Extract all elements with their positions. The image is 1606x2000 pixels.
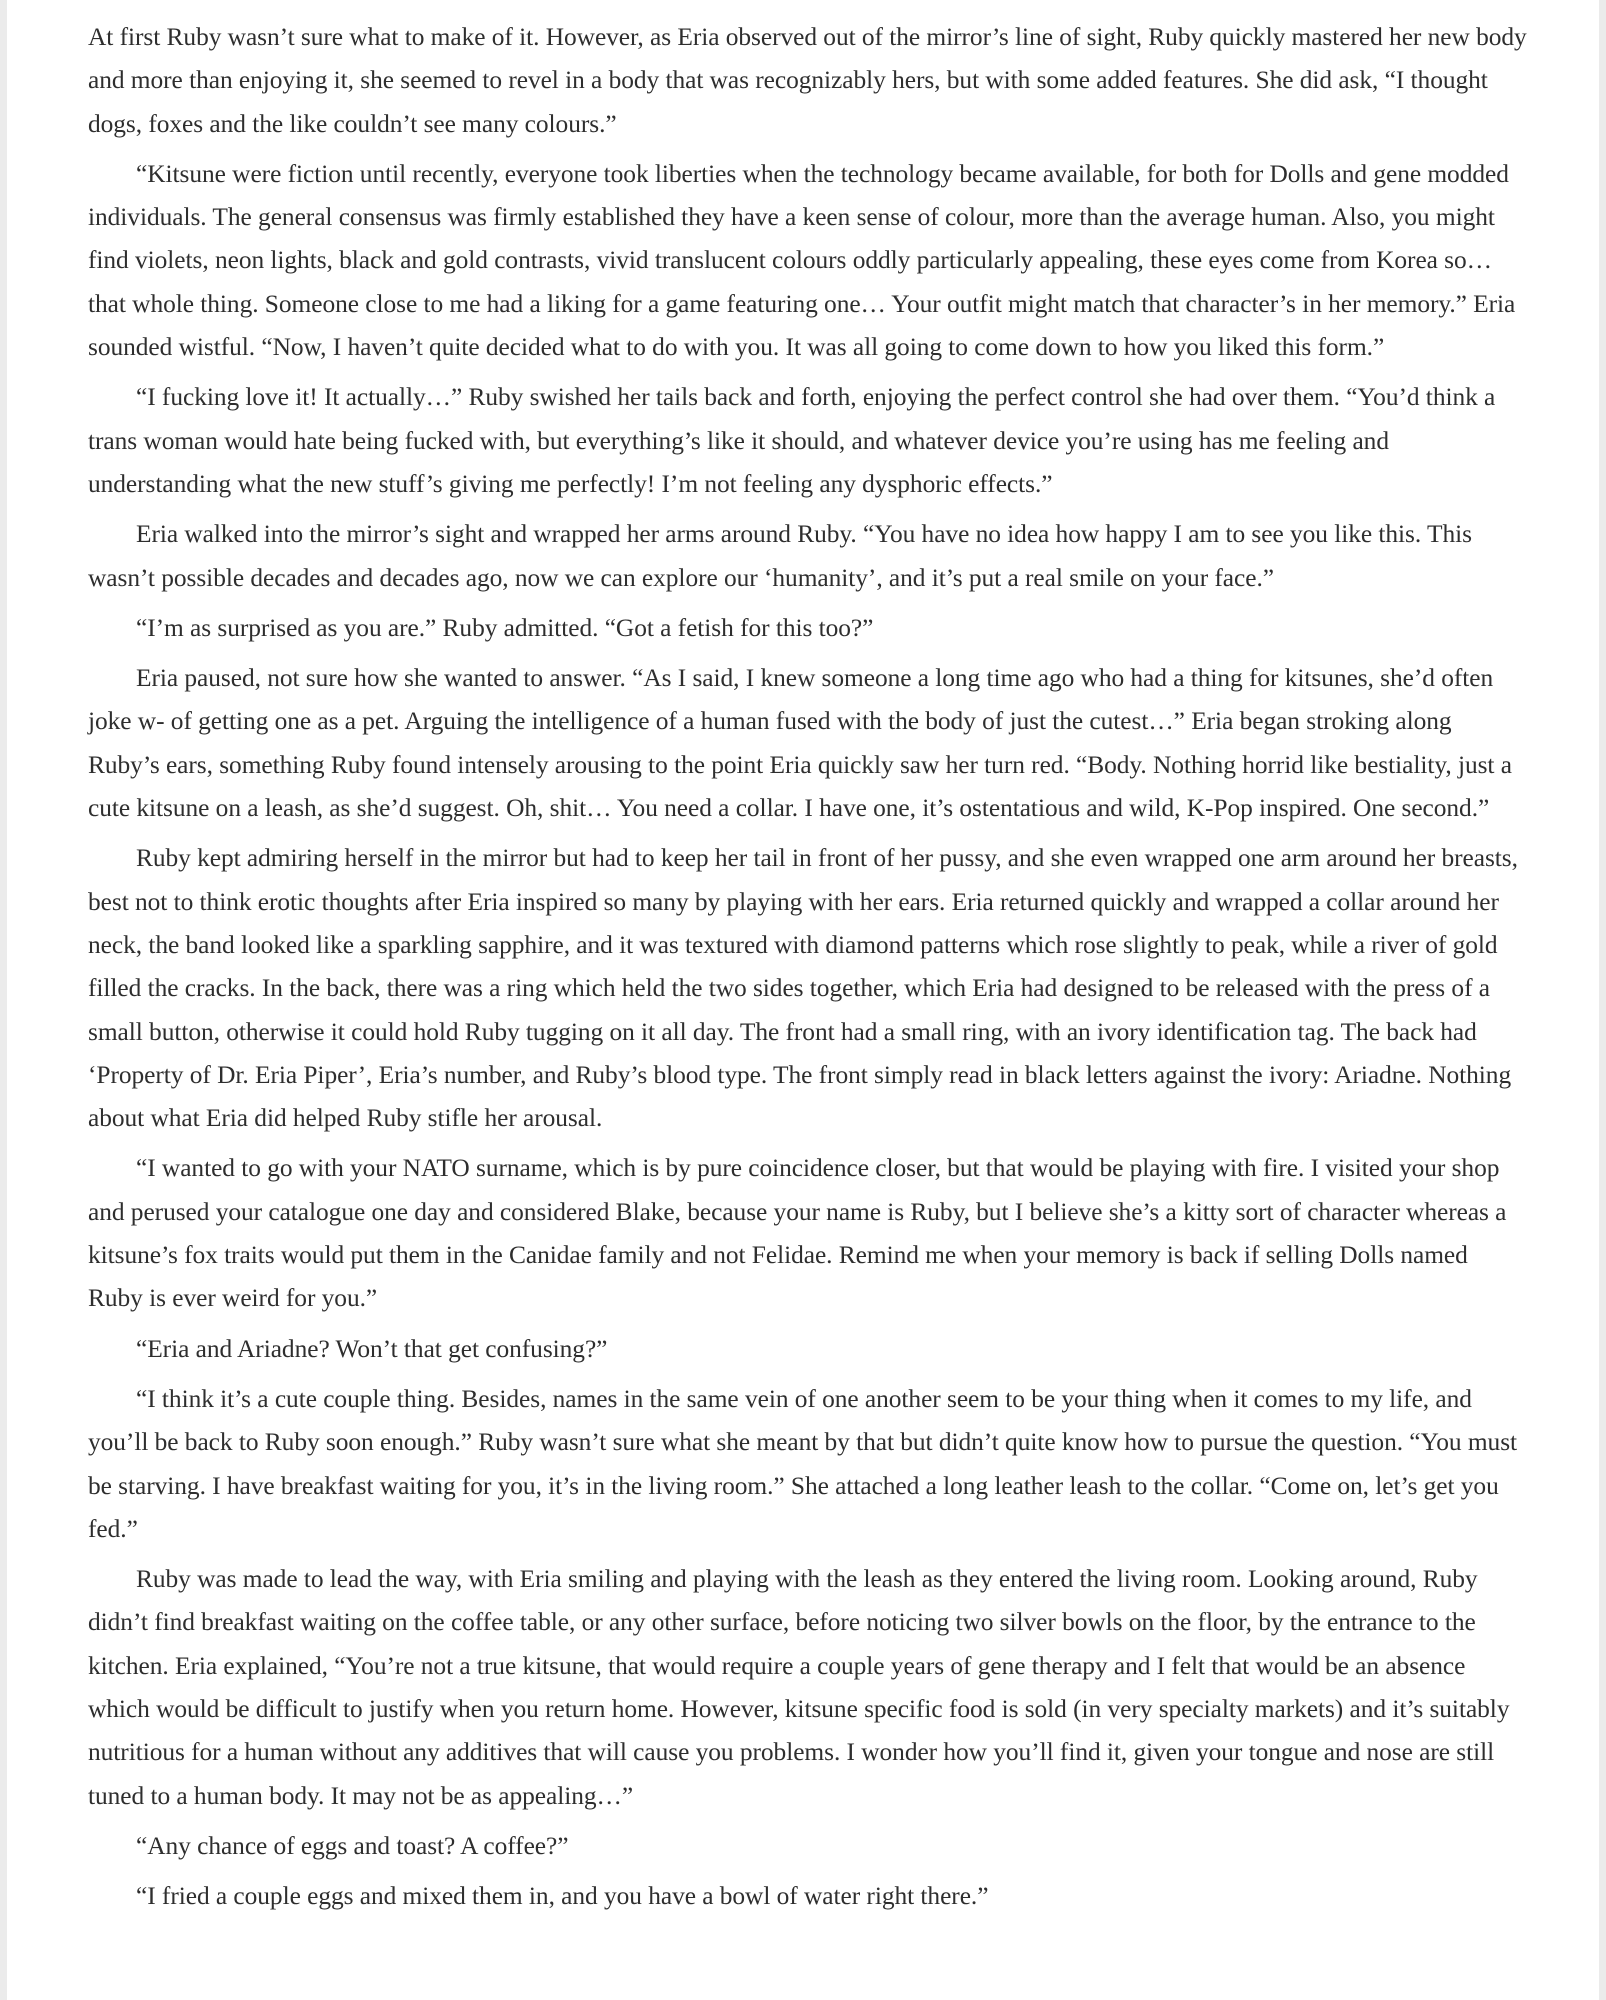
paragraph: Eria paused, not sure how she wanted to answer. “As I said, I knew someone a long time ago who had a thing for kitsunes, she’d often joke w- of getting one as a pet. Arguing the intelligence of a human fused with the body of just the cutest…” Eria began stroking along Ruby’s ears, something Ruby found intensely arousing to the point Eria quickly saw her turn red. “Body. Nothing horrid like bestiality, just a cute kitsune on a leash, as she’d suggest. Oh, shit… You need a collar. I have one, it’s ostentatious and wild, K-Pop inspired. One second.” xyxy=(88,664,1512,823)
paragraph: “I fried a couple eggs and mixed them in, and you have a bowl of water right there.” xyxy=(136,1882,989,1911)
paragraph: “Any chance of eggs and toast? A coffee?” xyxy=(136,1831,569,1860)
paragraph: “Eria and Ariadne? Won’t that get confusing?” xyxy=(136,1334,608,1363)
paragraph: Eria walked into the mirror’s sight and wrapped her arms around Ruby. “You have no idea how happy I am to see you like this. This wasn’t possible decades and decades ago, now we can explore our ‘humanity’, and it’s put a real smile on your face.” xyxy=(88,520,1472,592)
paragraph: Ruby kept admiring herself in the mirror but had to keep her tail in front of her pussy, and she even wrapped one arm around her breasts, best not to think erotic thoughts after Eria inspired so many by playing with her ears. Eria returned quickly and wrapped a collar around her neck, the band looked like a sparkling sapphire, and it was textured with diamond patterns which rose slightly to peak, while a river of gold filled the cracks. In the back, there was a ring which held the two sides together, which Eria had designed to be released with the press of a small button, otherwise it could hold Ruby tugging on it all day. The front had a small ring, with an ivory identification tag. The back had ‘Property of Dr. Eria Piper’, Eria’s number, and Ruby’s blood type. The front simply read in black letters against the ivory: Ariadne. Nothing about what Eria did helped Ruby stifle her arousal. xyxy=(88,844,1518,1133)
paragraph: “I think it’s a cute couple thing. Besides, names in the same vein of one another seem to be your thing when it comes to my life, and you’ll be back to Ruby soon enough.” Ruby wasn’t sure what she meant by that but didn’t quite know how to pursue the question. “You must be starving. I have breakfast waiting for you, it’s in the living room.” She attached a long leather leash to the collar. “Come on, let’s get you fed.” xyxy=(88,1384,1518,1543)
paragraph: “Kitsune were fiction until recently, everyone took liberties when the technology became available, for both for Dolls and gene modded individuals. The general consensus was firmly established they have a keen sense of colour, more than the average human. Also, you might find violets, neon lights, black and gold contrasts, vivid translucent colours oddly particularly appealing, these eyes come from Korea so… that whole thing. Someone close to me had a liking for a game featuring one… Your outfit might match that character’s in her memory.” Eria sounded wistful. “Now, I haven’t quite decided what to do with you. It was all going to come down to how you liked this form.” xyxy=(88,159,1516,362)
paragraph: Ruby was made to lead the way, with Eria smiling and playing with the leash as they entered the living room. Looking around, Ruby didn’t find breakfast waiting on the coffee table, or any other surface, before noticing two silver bowls on the floor, by the entrance to the kitchen. Eria explained, “You’re not a true kitsune, that would require a couple years of gene therapy and I felt that would be an absence which would be difficult to justify when you return home. However, kitsune specific food is sold (in very specialty markets) and it’s suitably nutritious for a human without any additives that will cause you problems. I wonder how you’ll find it, given your tongue and nose are still tuned to a human body. It may not be as appealing…” xyxy=(88,1565,1510,1810)
paragraph: At first Ruby wasn’t sure what to make of it. However, as Eria observed out of the mirror’s line of sight, Ruby quickly mastered her new body and more than enjoying it, she seemed to revel in a body that was recognizably hers, but with some added features. She did ask, “I thought dogs, foxes and the like couldn’t see many colours.” xyxy=(88,23,1527,138)
paragraph: “I’m as surprised as you are.” Ruby admitted. “Got a fetish for this too?” xyxy=(136,613,874,642)
paragraph: “I wanted to go with your NATO surname, which is by pure coincidence closer, but that would be playing with fire. I visited your shop and perused your catalogue one day and considered Blake, because your name is Ruby, but I believe she’s a kitty sort of character whereas a kitsune’s fox traits would put them in the Canidae family and not Felidae. Remind me when your memory is back if selling Dolls named Ruby is ever weird for you.” xyxy=(88,1154,1507,1313)
paragraph: “I fucking love it! It actually…” Ruby swished her tails back and forth, enjoying the perfect control she had over them. “You’d think a trans woman would hate being fucked with, but everything’s like it should, and whatever device you’re using has me feeling and understanding what the new stuff’s giving me perfectly! I’m not feeling any dysphoric effects.” xyxy=(88,383,1496,498)
story-text xyxy=(88,16,1528,1925)
